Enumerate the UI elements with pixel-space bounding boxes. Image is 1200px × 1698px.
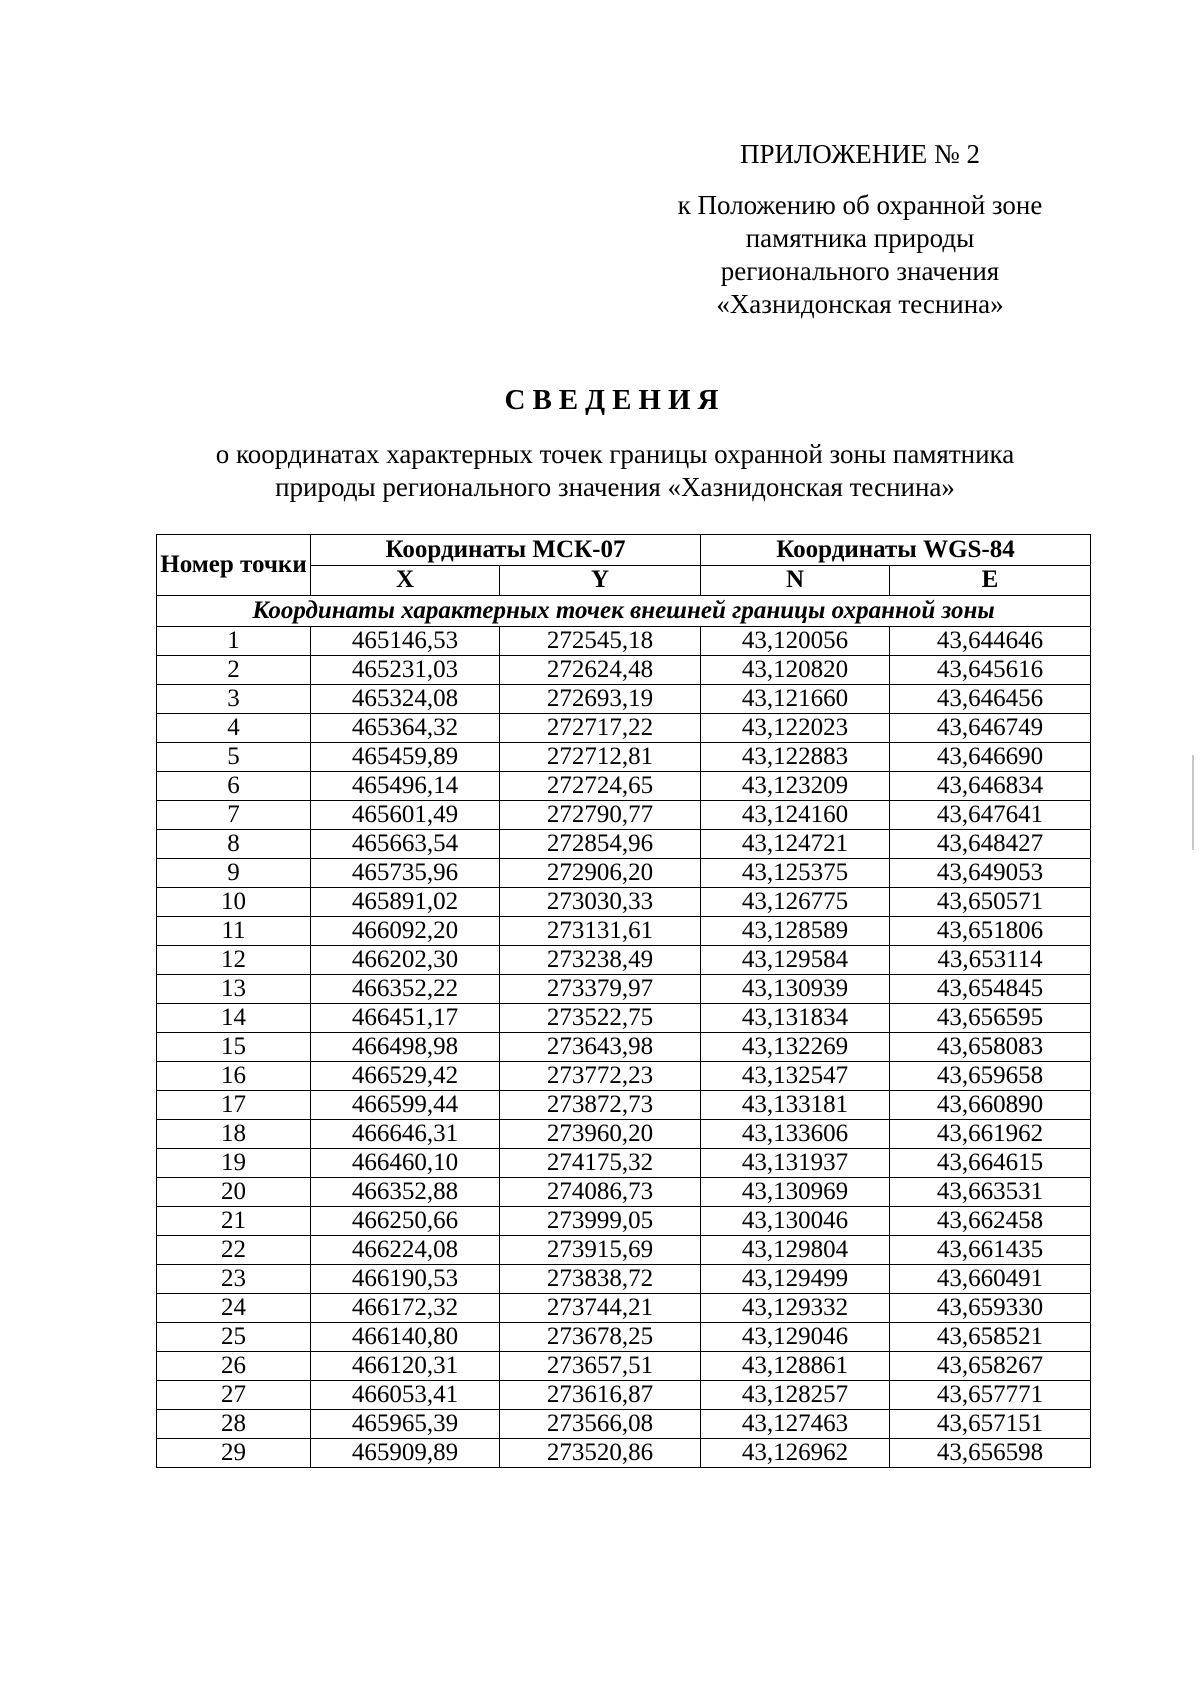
cell-point-number: 11	[157, 917, 311, 946]
cell-x: 465146,53	[311, 627, 500, 656]
cell-x: 466250,66	[311, 1207, 500, 1236]
table-body	[157, 596, 1091, 1468]
cell-y: 274175,32	[500, 1149, 701, 1178]
cell-x: 466140,80	[311, 1323, 500, 1352]
cell-n: 43,129584	[701, 946, 890, 975]
table-row	[157, 1004, 1091, 1033]
cell-n: 43,121660	[701, 685, 890, 714]
cell-e: 43,659658	[890, 1062, 1091, 1091]
table-row	[157, 1352, 1091, 1381]
header-wgs-group: Координаты WGS-84	[701, 535, 1091, 566]
cell-x: 466092,20	[311, 917, 500, 946]
cell-e: 43,658267	[890, 1352, 1091, 1381]
cell-x: 465735,96	[311, 859, 500, 888]
table-row	[157, 627, 1091, 656]
cell-n: 43,129046	[701, 1323, 890, 1352]
cell-y: 272545,18	[500, 627, 701, 656]
appendix-reference	[640, 189, 1080, 321]
cell-point-number: 25	[157, 1323, 311, 1352]
cell-n: 43,120056	[701, 627, 890, 656]
cell-e: 43,658083	[890, 1033, 1091, 1062]
cell-n: 43,129332	[701, 1294, 890, 1323]
cell-x: 466352,22	[311, 975, 500, 1004]
cell-point-number: 1	[157, 627, 311, 656]
cell-point-number: 13	[157, 975, 311, 1004]
scan-edge-mark	[1192, 755, 1194, 850]
header-n: N	[701, 565, 890, 596]
cell-point-number: 10	[157, 888, 311, 917]
header-x: X	[311, 565, 500, 596]
cell-e: 43,656595	[890, 1004, 1091, 1033]
table-row	[157, 801, 1091, 830]
cell-y: 273999,05	[500, 1207, 701, 1236]
section-row	[157, 596, 1091, 627]
cell-e: 43,654845	[890, 975, 1091, 1004]
cell-y: 273030,33	[500, 888, 701, 917]
cell-point-number: 16	[157, 1062, 311, 1091]
cell-e: 43,660491	[890, 1265, 1091, 1294]
cell-point-number: 18	[157, 1120, 311, 1149]
cell-e: 43,651806	[890, 917, 1091, 946]
table-row	[157, 743, 1091, 772]
table-row	[157, 714, 1091, 743]
appendix-title: ПРИЛОЖЕНИЕ № 2	[739, 139, 981, 169]
cell-x: 466053,41	[311, 1381, 500, 1410]
cell-n: 43,126962	[701, 1439, 890, 1468]
cell-x: 465324,08	[311, 685, 500, 714]
table-row	[157, 888, 1091, 917]
cell-x: 466172,32	[311, 1294, 500, 1323]
cell-n: 43,127463	[701, 1410, 890, 1439]
cell-y: 273744,21	[500, 1294, 701, 1323]
cell-point-number: 6	[157, 772, 311, 801]
cell-n: 43,132547	[701, 1062, 890, 1091]
cell-e: 43,663531	[890, 1178, 1091, 1207]
cell-y: 272790,77	[500, 801, 701, 830]
cell-point-number: 15	[157, 1033, 311, 1062]
cell-e: 43,646749	[890, 714, 1091, 743]
table-row	[157, 1120, 1091, 1149]
table-row	[157, 1323, 1091, 1352]
cell-y: 273131,61	[500, 917, 701, 946]
cell-point-number: 12	[157, 946, 311, 975]
cell-point-number: 4	[157, 714, 311, 743]
table-header-row	[157, 535, 1091, 566]
cell-e: 43,660890	[890, 1091, 1091, 1120]
cell-point-number: 5	[157, 743, 311, 772]
table-row	[157, 685, 1091, 714]
cell-n: 43,128257	[701, 1381, 890, 1410]
cell-x: 466451,17	[311, 1004, 500, 1033]
cell-e: 43,648427	[890, 830, 1091, 859]
table-row	[157, 1439, 1091, 1468]
cell-e: 43,658521	[890, 1323, 1091, 1352]
cell-e: 43,646690	[890, 743, 1091, 772]
cell-point-number: 28	[157, 1410, 311, 1439]
table-row	[157, 917, 1091, 946]
table-row	[157, 1149, 1091, 1178]
cell-x: 465364,32	[311, 714, 500, 743]
cell-e: 43,647641	[890, 801, 1091, 830]
cell-point-number: 19	[157, 1149, 311, 1178]
cell-n: 43,124721	[701, 830, 890, 859]
cell-y: 273678,25	[500, 1323, 701, 1352]
cell-x: 465663,54	[311, 830, 500, 859]
table-row	[157, 1381, 1091, 1410]
cell-e: 43,662458	[890, 1207, 1091, 1236]
cell-y: 273522,75	[500, 1004, 701, 1033]
document-subtitle	[150, 438, 1080, 504]
subtitle-line: о координатах характерных точек границы охранной зоны памятника	[215, 439, 1015, 469]
document-title: СВЕДЕНИЯ	[504, 384, 726, 416]
cell-x: 465891,02	[311, 888, 500, 917]
cell-n: 43,129499	[701, 1265, 890, 1294]
cell-x: 465909,89	[311, 1439, 500, 1468]
table-row	[157, 1091, 1091, 1120]
cell-y: 273657,51	[500, 1352, 701, 1381]
cell-point-number: 14	[157, 1004, 311, 1033]
cell-e: 43,661962	[890, 1120, 1091, 1149]
cell-x: 465965,39	[311, 1410, 500, 1439]
cell-e: 43,646456	[890, 685, 1091, 714]
cell-n: 43,128861	[701, 1352, 890, 1381]
cell-y: 273566,08	[500, 1410, 701, 1439]
cell-x: 466190,53	[311, 1265, 500, 1294]
cell-x: 466120,31	[311, 1352, 500, 1381]
cell-y: 273872,73	[500, 1091, 701, 1120]
cell-point-number: 8	[157, 830, 311, 859]
cell-y: 273838,72	[500, 1265, 701, 1294]
cell-x: 466529,42	[311, 1062, 500, 1091]
header-y: Y	[500, 565, 701, 596]
cell-point-number: 20	[157, 1178, 311, 1207]
cell-y: 272724,65	[500, 772, 701, 801]
appendix-line: памятника природы	[745, 223, 975, 253]
cell-point-number: 24	[157, 1294, 311, 1323]
cell-e: 43,646834	[890, 772, 1091, 801]
cell-point-number: 17	[157, 1091, 311, 1120]
table-row	[157, 830, 1091, 859]
appendix-line: к Положению об охранной зоне	[677, 190, 1043, 220]
cell-x: 466498,98	[311, 1033, 500, 1062]
cell-x: 466599,44	[311, 1091, 500, 1120]
cell-y: 274086,73	[500, 1178, 701, 1207]
cell-x: 465601,49	[311, 801, 500, 830]
cell-x: 466646,31	[311, 1120, 500, 1149]
cell-x: 466224,08	[311, 1236, 500, 1265]
cell-n: 43,131834	[701, 1004, 890, 1033]
table-row	[157, 946, 1091, 975]
cell-y: 273643,98	[500, 1033, 701, 1062]
cell-point-number: 22	[157, 1236, 311, 1265]
cell-e: 43,659330	[890, 1294, 1091, 1323]
cell-point-number: 9	[157, 859, 311, 888]
table-row	[157, 1236, 1091, 1265]
appendix-line: регионального значения	[720, 256, 1000, 286]
cell-y: 273238,49	[500, 946, 701, 975]
cell-n: 43,123209	[701, 772, 890, 801]
cell-e: 43,649053	[890, 859, 1091, 888]
table-row	[157, 1178, 1091, 1207]
cell-point-number: 7	[157, 801, 311, 830]
table-row	[157, 1265, 1091, 1294]
cell-e: 43,661435	[890, 1236, 1091, 1265]
cell-e: 43,656598	[890, 1439, 1091, 1468]
cell-e: 43,653114	[890, 946, 1091, 975]
cell-y: 273379,97	[500, 975, 701, 1004]
cell-x: 466460,10	[311, 1149, 500, 1178]
cell-n: 43,122883	[701, 743, 890, 772]
table-row	[157, 975, 1091, 1004]
cell-n: 43,125375	[701, 859, 890, 888]
cell-n: 43,133606	[701, 1120, 890, 1149]
cell-e: 43,650571	[890, 888, 1091, 917]
cell-x: 465496,14	[311, 772, 500, 801]
section-title: Координаты характерных точек внешней границы охранной зоны	[157, 596, 1091, 627]
cell-y: 272854,96	[500, 830, 701, 859]
cell-y: 272717,22	[500, 714, 701, 743]
table-row	[157, 1033, 1091, 1062]
cell-y: 273915,69	[500, 1236, 701, 1265]
cell-y: 273520,86	[500, 1439, 701, 1468]
cell-y: 273772,23	[500, 1062, 701, 1091]
table-row	[157, 859, 1091, 888]
cell-point-number: 3	[157, 685, 311, 714]
table-row	[157, 1207, 1091, 1236]
cell-n: 43,131937	[701, 1149, 890, 1178]
table-row	[157, 772, 1091, 801]
header-msk-group: Координаты МСК-07	[311, 535, 701, 566]
cell-e: 43,664615	[890, 1149, 1091, 1178]
header-e: E	[890, 565, 1091, 596]
cell-e: 43,657151	[890, 1410, 1091, 1439]
cell-x: 465459,89	[311, 743, 500, 772]
cell-point-number: 27	[157, 1381, 311, 1410]
cell-x: 466202,30	[311, 946, 500, 975]
cell-point-number: 21	[157, 1207, 311, 1236]
cell-point-number: 23	[157, 1265, 311, 1294]
cell-y: 273616,87	[500, 1381, 701, 1410]
cell-n: 43,128589	[701, 917, 890, 946]
cell-n: 43,126775	[701, 888, 890, 917]
cell-point-number: 2	[157, 656, 311, 685]
cell-n: 43,130046	[701, 1207, 890, 1236]
table-row	[157, 1410, 1091, 1439]
cell-x: 465231,03	[311, 656, 500, 685]
table-row	[157, 656, 1091, 685]
cell-n: 43,133181	[701, 1091, 890, 1120]
header-point-number: Номер точки	[157, 535, 311, 596]
cell-n: 43,130969	[701, 1178, 890, 1207]
cell-n: 43,122023	[701, 714, 890, 743]
cell-point-number: 26	[157, 1352, 311, 1381]
appendix-line: «Хазнидонская теснина»	[716, 289, 1004, 319]
cell-e: 43,644646	[890, 627, 1091, 656]
cell-n: 43,132269	[701, 1033, 890, 1062]
table-row	[157, 1062, 1091, 1091]
cell-e: 43,657771	[890, 1381, 1091, 1410]
cell-n: 43,129804	[701, 1236, 890, 1265]
cell-y: 272906,20	[500, 859, 701, 888]
cell-point-number: 29	[157, 1439, 311, 1468]
cell-n: 43,124160	[701, 801, 890, 830]
cell-y: 272712,81	[500, 743, 701, 772]
cell-n: 43,130939	[701, 975, 890, 1004]
cell-n: 43,120820	[701, 656, 890, 685]
cell-e: 43,645616	[890, 656, 1091, 685]
table-row	[157, 1294, 1091, 1323]
cell-y: 273960,20	[500, 1120, 701, 1149]
subtitle-line: природы регионального значения «Хазнидонская теснина»	[275, 472, 955, 502]
cell-y: 272624,48	[500, 656, 701, 685]
cell-y: 272693,19	[500, 685, 701, 714]
coordinates-table	[156, 534, 1091, 1468]
cell-x: 466352,88	[311, 1178, 500, 1207]
